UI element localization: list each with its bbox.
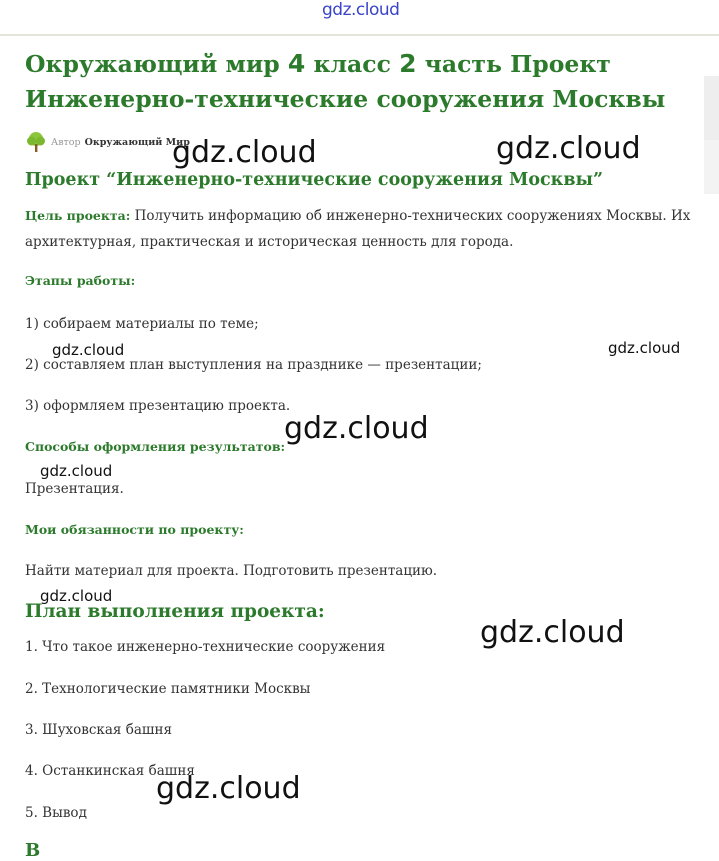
stage-item: 2) составляем план выступления на празднике — презентации;	[25, 357, 482, 373]
sidebar-widget	[704, 140, 719, 194]
plan-item: 2. Технологические памятники Москвы	[25, 681, 311, 697]
stages-label: Этапы работы:	[25, 273, 136, 288]
watermark: gdz.cloud	[480, 615, 625, 650]
author-label: Автор	[51, 136, 81, 148]
duties-text: Найти материал для проекта. Подготовить презентацию.	[25, 563, 438, 579]
plan-item: 4. Останкинская башня	[25, 763, 195, 779]
stage-item: 3) оформляем презентацию проекта.	[25, 398, 291, 414]
author-info	[25, 131, 190, 153]
watermark: gdz.cloud	[156, 771, 301, 806]
watermark: gdz.cloud	[496, 131, 641, 166]
watermark: gdz.cloud	[284, 411, 429, 446]
watermark: gdz.cloud	[40, 587, 113, 605]
project-goal	[25, 203, 695, 255]
project-heading: Проект “Инженерно-технические сооружения Москвы”	[25, 170, 604, 190]
stage-item: 1) собираем материалы по теме;	[25, 316, 259, 332]
tree-icon	[25, 131, 47, 153]
goal-text: Получить информацию об инженерно-технических сооружениях Москвы. Их архитектурная, практическая и историческая ценность для города.	[25, 208, 691, 250]
goal-label: Цель проекта:	[25, 208, 131, 223]
top-bar	[0, 0, 719, 36]
plan-heading: План выполнения проекта:	[25, 601, 325, 622]
sidebar-widget	[704, 76, 719, 140]
page-title: Окружающий мир 4 класс 2 часть Проект Инженерно-технические сооружения Москвы	[25, 49, 666, 113]
watermark: gdz.cloud	[52, 341, 125, 359]
site-logo[interactable]: gdz.cloud	[322, 0, 400, 20]
plan-item: 5. Вывод	[25, 805, 87, 821]
plan-item: 1. Что такое инженерно-технические сооружения	[25, 639, 386, 655]
duties-label: Мои обязанности по проекту:	[25, 522, 244, 537]
watermark: gdz.cloud	[172, 135, 317, 170]
methods-text: Презентация.	[25, 481, 124, 497]
watermark: gdz.cloud	[608, 339, 681, 357]
methods-label: Способы оформления результатов:	[25, 439, 286, 454]
watermark: gdz.cloud	[40, 462, 113, 480]
author-name[interactable]: Окружающий Мир	[84, 136, 190, 148]
next-heading-cut: В	[25, 840, 41, 861]
plan-item: 3. Шуховская башня	[25, 722, 172, 738]
